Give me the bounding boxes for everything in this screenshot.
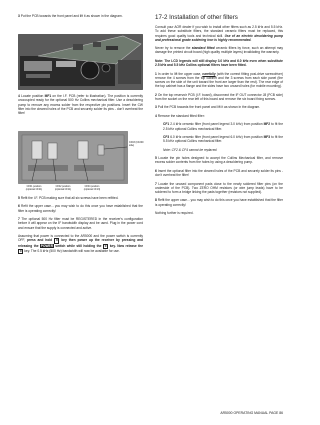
cf3-item: CF3 6.0 kHz ceramic filter (front panel legend 6.0 kHz) from position MF3 to fit the 5.5 kHz optional Collins mechanical filter. [163,135,284,144]
key-5b: 5 [104,243,107,248]
step-6: 6 Refit the upper case... you may wish to do this once you have established that the filter is operating correctly! [18,204,143,213]
intro-paragraph: Consult your AOR dealer if you wish to install other filters such as 2.5 kHz and 5.5 kHz. To add these substitute filters, the standard ceramic filters must be replaced, this requires good quality tools and technical skill. Use of an electric desoldering pump and professional grade soldering iron is highly recommended. [155,25,283,42]
right-column [155,14,283,220]
left-column [18,14,143,22]
warning-paragraph: Never try to remove the standard fitted ceramic filters by force, such an attempt may damage the printed circuit board (high quality multiple layers) invalidating the warranty. [155,46,283,55]
r-step-7: 7 Locate the unused component pads close to the newly soldered filter pins (on the underside of the PCB). Two ZERO OHM resistors (or wire jump leads) have to be soldered to form a bridge linking the pads together (resistors not supplied). [155,181,283,194]
cf-note: Note: CF2 & CF4 cannot be replaced. [163,147,218,152]
r-step-1: 1 In order to lift the upper case, carefully (with the correct fitting posi-drive screwdriver) remove the 4 screws from the top cabinet and the 3 screws from each side panel (the screws on the side of the unit toward the front are larger than the rest). The rear edge of the top cabinet has a flange and the sides have two unused holes (for mobile mounting). [155,71,283,89]
section-title: 17-2 Installation of other filters [155,14,238,21]
r-step-5: 5 Locate the pin holes designed to accept the Collins Mechanical filter, and remove excess solder contents from the holes by using a desoldering pump. [155,156,283,165]
r-step-4: 4 Remove the standard fitted filter: [155,113,205,118]
key-5: 5 [55,238,58,243]
r-step-8: 8 Refit the upper case... you may wish to do this once you have established that the filter is operating correctly! [155,198,284,207]
lcd-note: Note: The LCD legends will still display 3.0 kHz and 6.0 kHz even when substitute 2.5 kHz and 5.5 kHz Collins optional filters have been fitted. [155,58,283,68]
caption-cf04: CF04 position (optional CF13) [83,185,101,191]
callout-cf03: CF03 (CF200 side) [129,141,144,147]
caption-cf02: CF02 position (optional CF11) [54,185,72,191]
power-key: POWER [40,243,54,248]
step-3: 3 Put the PCB towards the front panel and lift it as shown in the diagram. [18,14,123,18]
left-column-step4 [18,94,143,119]
pcb-illustration [18,131,128,184]
page-footer: AR5000 OPERATING MANUAL PAGE 86 [220,411,283,415]
caption-cf01: CF01 position (optional CF21) [25,185,43,191]
closing-text: Nothing further is required. [155,211,194,216]
if-pcb-photo [18,131,128,184]
step-8: Assuming that power is connected to the AR5000 and the power switch is currently OFF, press and hold 5 key then power up the receiver by pressing and releasing the POWER switch while still holding the 5 key. Now release the 5 key. The 0.5 kHz (500 Hz) bandwidth will now be available for use. [18,234,144,253]
step-4: 4 Locate position MF1 on the I.F. PCB (refer to illustration). The position is currently unoccupied ready for the optional 500 Hz Collins mechanical filter. Use a desoldering pump to remove any excess solder from the respective pin positions. Insert the CW filter into the cleared holes of the PCB and securely solder its pins - don't overheat the filter! [18,94,143,115]
cf1-item: CF1 2.4 kHz ceramic filter (front panel legend 3.0 kHz) from position MF2 to fit the 2.5 kHz optional Collins mechanical filter. [163,122,284,131]
step-5: 5 Refit the I.F. PCB making sure that all six screws have been refitted. [18,196,119,200]
receiver-photo [18,34,143,90]
r-step-2: 2 On the top reservoir PCB (I.F. board), disconnect the IF OUT connector J8 (PCB side) from the socket on the rear left of this board and remove the six board fixing screws. [155,92,284,101]
step-7: 7 The optional 500 Hz filter must be REGISTERED in the receiver's configuration before it will appear on the IF bandwidth display and be used. Plug in the power cord and ensure that the supply is connected and active. [18,217,143,230]
left-column-lower [18,196,143,258]
key-5c: 5 [19,248,22,253]
receiver-illustration [18,34,143,90]
r-step-6: 6 Insert the optional filter into the cleared holes of the PCB and securely solder its pins - don't overheat the filter! [155,168,283,178]
r-step-3: 3 Pull the PCB towards the front panel and lift it as shown in the diagram. [155,105,261,110]
